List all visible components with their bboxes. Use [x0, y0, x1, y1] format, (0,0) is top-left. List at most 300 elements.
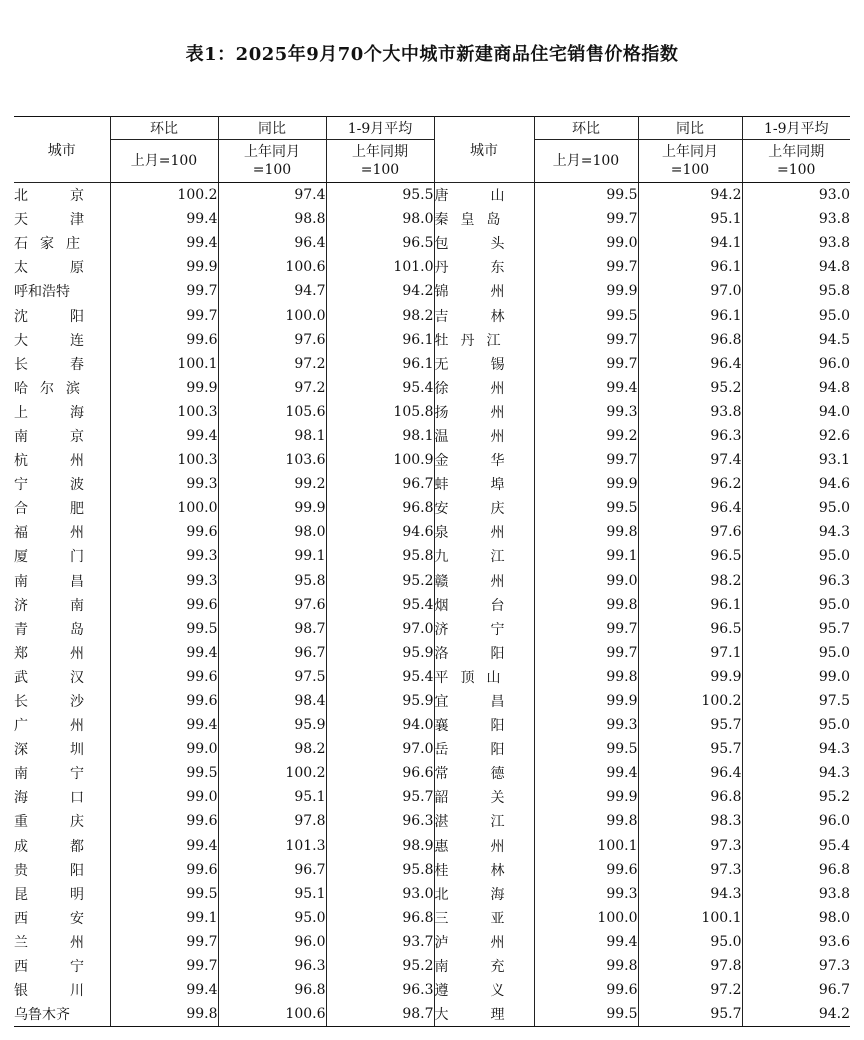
yoy-value: 95.1 [218, 785, 326, 809]
yoy-value: 96.8 [218, 978, 326, 1002]
city-name: 海口 [14, 790, 84, 807]
city-name: 常德 [434, 761, 534, 785]
table-row [14, 472, 850, 496]
table-row [14, 882, 850, 906]
avg-value: 96.6 [326, 761, 434, 785]
yoy-value: 98.1 [218, 424, 326, 448]
mom-value: 99.3 [534, 400, 638, 424]
avg-value: 98.9 [326, 834, 434, 858]
avg-value: 95.5 [326, 183, 434, 208]
mom-value: 99.6 [110, 665, 218, 689]
yoy-value: 93.8 [638, 400, 742, 424]
avg-value: 94.0 [742, 400, 850, 424]
yoy-value: 94.2 [638, 183, 742, 208]
city-name: 西安 [14, 910, 84, 927]
city-name: 襄阳 [434, 713, 534, 737]
avg-value: 95.8 [326, 858, 434, 882]
avg-value: 95.9 [326, 689, 434, 713]
col-header-yoy-right: 同比 [638, 117, 742, 140]
yoy-value: 97.6 [218, 593, 326, 617]
yoy-value: 96.8 [638, 328, 742, 352]
table-row [14, 785, 850, 809]
city-name: 青岛 [14, 621, 84, 638]
yoy-value: 97.1 [638, 641, 742, 665]
mom-value: 99.7 [534, 207, 638, 231]
table-row [14, 978, 850, 1002]
yoy-value: 94.7 [218, 279, 326, 303]
mom-value: 99.4 [110, 834, 218, 858]
yoy-value: 97.2 [218, 352, 326, 376]
mom-value: 99.4 [110, 424, 218, 448]
yoy-value: 96.3 [218, 954, 326, 978]
table-body [14, 183, 850, 1027]
avg-value: 96.1 [326, 352, 434, 376]
mom-value: 99.7 [534, 617, 638, 641]
mom-value: 99.7 [534, 352, 638, 376]
mom-value: 99.6 [110, 858, 218, 882]
city-name: 北海 [434, 882, 534, 906]
mom-value: 99.6 [110, 809, 218, 833]
avg-value: 96.8 [326, 496, 434, 520]
city-name: 无锡 [434, 352, 534, 376]
avg-value: 95.0 [742, 641, 850, 665]
yoy-value: 101.3 [218, 834, 326, 858]
city-name: 深圳 [14, 742, 84, 759]
mom-value: 100.1 [534, 834, 638, 858]
yoy-value: 96.4 [638, 761, 742, 785]
avg-value: 95.0 [742, 713, 850, 737]
yoy-value: 95.8 [218, 569, 326, 593]
col-header-avg-right: 1-9月平均 [742, 117, 850, 140]
city-name: 沈阳 [14, 308, 84, 325]
city-name: 重庆 [14, 814, 84, 831]
avg-value: 94.3 [742, 737, 850, 761]
city-name: 牡丹江 [434, 328, 534, 352]
yoy-value: 96.4 [638, 352, 742, 376]
city-name: 温州 [434, 424, 534, 448]
city-name: 南充 [434, 954, 534, 978]
yoy-value: 94.3 [638, 882, 742, 906]
city-name: 大连 [14, 332, 84, 349]
avg-value: 95.0 [742, 303, 850, 327]
city-name: 兰州 [14, 934, 84, 951]
avg-value: 95.2 [326, 954, 434, 978]
city-name: 金华 [434, 448, 534, 472]
city-name: 扬州 [434, 400, 534, 424]
mom-value: 99.9 [534, 279, 638, 303]
avg-value: 98.7 [326, 1002, 434, 1027]
avg-value: 98.0 [742, 906, 850, 930]
avg-value: 94.3 [742, 520, 850, 544]
avg-value: 93.1 [742, 448, 850, 472]
avg-value: 95.4 [326, 665, 434, 689]
avg-value: 94.2 [742, 1002, 850, 1027]
city-name: 三亚 [434, 906, 534, 930]
avg-value: 97.0 [326, 617, 434, 641]
mom-value: 99.5 [110, 617, 218, 641]
city-name: 银川 [14, 983, 84, 1000]
avg-value: 94.2 [326, 279, 434, 303]
avg-value: 93.8 [742, 231, 850, 255]
yoy-value: 96.0 [218, 930, 326, 954]
mom-value: 99.8 [110, 1002, 218, 1027]
avg-value: 94.8 [742, 255, 850, 279]
yoy-value: 97.8 [218, 809, 326, 833]
mom-value: 99.7 [534, 448, 638, 472]
mom-value: 99.0 [110, 737, 218, 761]
city-name: 太原 [14, 260, 84, 277]
table-row [14, 641, 850, 665]
table-row [14, 328, 850, 352]
mom-value: 99.9 [110, 255, 218, 279]
city-name: 烟台 [434, 593, 534, 617]
city-name: 广州 [14, 718, 84, 735]
avg-value: 100.9 [326, 448, 434, 472]
city-name: 九江 [434, 544, 534, 568]
mom-value: 99.6 [534, 858, 638, 882]
table-row [14, 376, 850, 400]
mom-value: 99.9 [534, 472, 638, 496]
col-header-yoy-left: 同比 [218, 117, 326, 140]
city-name: 济南 [14, 597, 84, 614]
table-row [14, 713, 850, 737]
yoy-value: 97.3 [638, 858, 742, 882]
mom-value: 99.4 [110, 207, 218, 231]
avg-value: 94.5 [742, 328, 850, 352]
avg-value: 95.8 [742, 279, 850, 303]
yoy-value: 99.9 [638, 665, 742, 689]
avg-value: 96.5 [326, 231, 434, 255]
table-row [14, 569, 850, 593]
city-name: 昆明 [14, 886, 84, 903]
avg-value: 96.3 [326, 809, 434, 833]
mom-value: 99.3 [110, 569, 218, 593]
mom-value: 99.5 [534, 496, 638, 520]
table-row [14, 737, 850, 761]
avg-value: 105.8 [326, 400, 434, 424]
yoy-value: 103.6 [218, 448, 326, 472]
city-name: 宁波 [14, 477, 84, 494]
avg-value: 98.1 [326, 424, 434, 448]
avg-value: 96.0 [742, 809, 850, 833]
table-row [14, 665, 850, 689]
city-name: 赣州 [434, 569, 534, 593]
city-name: 蚌埠 [434, 472, 534, 496]
avg-value: 95.7 [742, 617, 850, 641]
yoy-value: 96.7 [218, 858, 326, 882]
table-row [14, 520, 850, 544]
city-name: 湛江 [434, 809, 534, 833]
table-row [14, 593, 850, 617]
table-row [14, 279, 850, 303]
mom-value: 99.7 [534, 641, 638, 665]
avg-value: 97.5 [742, 689, 850, 713]
city-name: 泉州 [434, 520, 534, 544]
city-name: 西宁 [14, 959, 84, 976]
price-index-table [14, 116, 850, 1027]
table-row [14, 1002, 850, 1027]
yoy-value: 95.7 [638, 737, 742, 761]
yoy-value: 96.8 [638, 785, 742, 809]
mom-value: 99.6 [110, 328, 218, 352]
yoy-value: 95.7 [638, 1002, 742, 1027]
avg-value: 93.0 [742, 183, 850, 208]
subheader-avg-right: 上年同期 =100 [742, 140, 850, 183]
table-row [14, 617, 850, 641]
mom-value: 99.4 [110, 231, 218, 255]
avg-value: 93.8 [742, 882, 850, 906]
yoy-value: 96.4 [218, 231, 326, 255]
city-name: 包头 [434, 231, 534, 255]
city-name: 贵阳 [14, 862, 84, 879]
col-header-avg-left: 1-9月平均 [326, 117, 434, 140]
yoy-value: 96.3 [638, 424, 742, 448]
mom-value: 100.3 [110, 448, 218, 472]
mom-value: 99.5 [110, 882, 218, 906]
mom-value: 99.6 [110, 593, 218, 617]
yoy-value: 96.2 [638, 472, 742, 496]
avg-value: 93.0 [326, 882, 434, 906]
avg-value: 96.7 [326, 472, 434, 496]
avg-value: 101.0 [326, 255, 434, 279]
table-row [14, 255, 850, 279]
city-name: 南宁 [14, 766, 84, 783]
table-row [14, 809, 850, 833]
mom-value: 99.7 [110, 279, 218, 303]
city-name: 桂林 [434, 858, 534, 882]
city-name: 平顶山 [434, 665, 534, 689]
mom-value: 99.8 [534, 954, 638, 978]
mom-value: 99.8 [534, 809, 638, 833]
col-header-mom-left: 环比 [110, 117, 218, 140]
yoy-value: 97.6 [638, 520, 742, 544]
mom-value: 99.4 [110, 641, 218, 665]
city-name: 韶关 [434, 785, 534, 809]
city-name: 厦门 [14, 549, 84, 566]
avg-value: 95.2 [742, 785, 850, 809]
yoy-value: 96.7 [218, 641, 326, 665]
table-row [14, 761, 850, 785]
table-row [14, 496, 850, 520]
yoy-value: 100.2 [218, 761, 326, 785]
avg-value: 96.8 [326, 906, 434, 930]
mom-value: 99.9 [534, 689, 638, 713]
city-name: 福州 [14, 525, 84, 542]
mom-value: 99.4 [534, 376, 638, 400]
yoy-value: 97.3 [638, 834, 742, 858]
city-name: 哈尔滨 [14, 380, 80, 397]
mom-value: 99.7 [534, 328, 638, 352]
mom-value: 99.5 [534, 737, 638, 761]
avg-value: 95.0 [742, 593, 850, 617]
city-name: 宜昌 [434, 689, 534, 713]
city-name: 合肥 [14, 501, 84, 518]
avg-value: 94.8 [742, 376, 850, 400]
mom-value: 99.7 [110, 930, 218, 954]
subheader-yoy-left: 上年同月 =100 [218, 140, 326, 183]
city-name: 成都 [14, 838, 84, 855]
mom-value: 99.5 [110, 761, 218, 785]
mom-value: 99.6 [534, 978, 638, 1002]
city-name: 郑州 [14, 645, 84, 662]
col-header-city-right: 城市 [434, 117, 534, 183]
yoy-value: 105.6 [218, 400, 326, 424]
mom-value: 99.9 [110, 376, 218, 400]
city-name: 济宁 [434, 617, 534, 641]
mom-value: 99.1 [534, 544, 638, 568]
mom-value: 100.3 [110, 400, 218, 424]
mom-value: 99.1 [110, 906, 218, 930]
avg-value: 96.8 [742, 858, 850, 882]
avg-value: 94.3 [742, 761, 850, 785]
table-row [14, 930, 850, 954]
mom-value: 99.0 [534, 231, 638, 255]
city-name: 长沙 [14, 694, 84, 711]
city-name: 杭州 [14, 453, 84, 470]
avg-value: 94.6 [326, 520, 434, 544]
mom-value: 99.3 [110, 544, 218, 568]
avg-value: 96.3 [742, 569, 850, 593]
yoy-value: 100.6 [218, 1002, 326, 1027]
yoy-value: 96.1 [638, 303, 742, 327]
avg-value: 98.0 [326, 207, 434, 231]
table-row [14, 858, 850, 882]
mom-value: 100.0 [110, 496, 218, 520]
avg-value: 94.0 [326, 713, 434, 737]
city-name: 上海 [14, 404, 84, 421]
yoy-value: 97.2 [218, 376, 326, 400]
avg-value: 94.6 [742, 472, 850, 496]
city-name: 丹东 [434, 255, 534, 279]
avg-value: 95.0 [742, 544, 850, 568]
table-row [14, 954, 850, 978]
table-title: 表1：2025年9月70个大中城市新建商品住宅销售价格指数 [185, 44, 679, 65]
mom-value: 100.1 [110, 352, 218, 376]
avg-value: 96.7 [742, 978, 850, 1002]
mom-value: 99.3 [534, 882, 638, 906]
table-row [14, 303, 850, 327]
yoy-value: 95.1 [218, 882, 326, 906]
avg-value: 95.0 [742, 496, 850, 520]
yoy-value: 96.5 [638, 544, 742, 568]
city-name: 南京 [14, 428, 84, 445]
city-name: 惠州 [434, 834, 534, 858]
yoy-value: 96.1 [638, 255, 742, 279]
mom-value: 99.6 [110, 520, 218, 544]
avg-value: 95.4 [326, 593, 434, 617]
avg-value: 93.6 [742, 930, 850, 954]
mom-value: 99.0 [110, 785, 218, 809]
table-row [14, 906, 850, 930]
avg-value: 96.3 [326, 978, 434, 1002]
avg-value: 97.3 [742, 954, 850, 978]
col-header-city-left: 城市 [14, 117, 110, 183]
yoy-value: 98.8 [218, 207, 326, 231]
table-row [14, 834, 850, 858]
avg-value: 92.6 [742, 424, 850, 448]
city-name: 泸州 [434, 930, 534, 954]
yoy-value: 100.2 [638, 689, 742, 713]
avg-value: 97.0 [326, 737, 434, 761]
mom-value: 99.8 [534, 665, 638, 689]
city-name: 石家庄 [14, 236, 80, 253]
city-name: 洛阳 [434, 641, 534, 665]
mom-value: 100.2 [110, 183, 218, 208]
yoy-value: 97.6 [218, 328, 326, 352]
yoy-value: 97.5 [218, 665, 326, 689]
city-name: 锦州 [434, 279, 534, 303]
subheader-yoy-right: 上年同月 =100 [638, 140, 742, 183]
mom-value: 99.5 [534, 303, 638, 327]
table-row [14, 544, 850, 568]
city-name: 南昌 [14, 573, 84, 590]
city-name: 北京 [14, 188, 84, 205]
city-name: 吉林 [434, 303, 534, 327]
city-name: 安庆 [434, 496, 534, 520]
table-row [14, 352, 850, 376]
mom-value: 99.9 [534, 785, 638, 809]
yoy-value: 97.4 [218, 183, 326, 208]
yoy-value: 97.4 [638, 448, 742, 472]
city-name: 秦皇岛 [434, 207, 534, 231]
mom-value: 99.0 [534, 569, 638, 593]
avg-value: 93.7 [326, 930, 434, 954]
mom-value: 100.0 [534, 906, 638, 930]
yoy-value: 98.2 [638, 569, 742, 593]
mom-value: 99.5 [534, 183, 638, 208]
table-row [14, 231, 850, 255]
table-row [14, 207, 850, 231]
avg-value: 96.0 [742, 352, 850, 376]
avg-value: 96.1 [326, 328, 434, 352]
avg-value: 95.9 [326, 641, 434, 665]
yoy-value: 97.2 [638, 978, 742, 1002]
table-row [14, 448, 850, 472]
city-name: 武汉 [14, 669, 84, 686]
mom-value: 99.7 [110, 303, 218, 327]
mom-value: 99.4 [110, 713, 218, 737]
mom-value: 99.4 [110, 978, 218, 1002]
city-name: 唐山 [434, 183, 534, 208]
subheader-avg-left: 上年同期 =100 [326, 140, 434, 183]
yoy-value: 97.0 [638, 279, 742, 303]
yoy-value: 95.0 [638, 930, 742, 954]
yoy-value: 98.4 [218, 689, 326, 713]
yoy-value: 94.1 [638, 231, 742, 255]
yoy-value: 96.5 [638, 617, 742, 641]
avg-value: 95.8 [326, 544, 434, 568]
city-name: 遵义 [434, 978, 534, 1002]
yoy-value: 98.7 [218, 617, 326, 641]
city-name: 呼和浩特 [14, 284, 70, 301]
city-name: 乌鲁木齐 [14, 1002, 110, 1027]
yoy-value: 99.2 [218, 472, 326, 496]
yoy-value: 97.8 [638, 954, 742, 978]
mom-value: 99.7 [534, 255, 638, 279]
avg-value: 98.2 [326, 303, 434, 327]
yoy-value: 100.0 [218, 303, 326, 327]
mom-value: 99.8 [534, 593, 638, 617]
city-name: 岳阳 [434, 737, 534, 761]
yoy-value: 95.7 [638, 713, 742, 737]
yoy-value: 95.1 [638, 207, 742, 231]
yoy-value: 98.3 [638, 809, 742, 833]
yoy-value: 100.1 [638, 906, 742, 930]
avg-value: 93.8 [742, 207, 850, 231]
avg-value: 95.7 [326, 785, 434, 809]
city-name: 徐州 [434, 376, 534, 400]
table-row [14, 400, 850, 424]
